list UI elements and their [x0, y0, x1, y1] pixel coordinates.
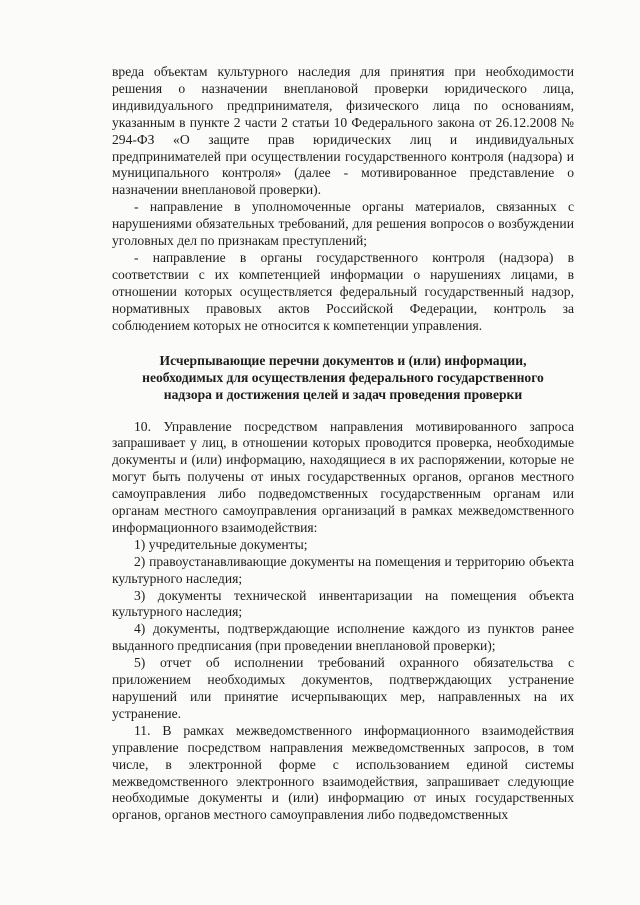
clause-10: 10. Управление посредством направления мотивированного запроса запрашивает у лиц, в отношении которых проводится проверка, необходимые документы и (или) информацию, находящиеся в их распоряжении, которые не могут быть получены от иных государственных органов, органов местного самоуправления либо подведомственных государственным органам или органам местного самоуправления организаций в рамках межведомственного информационного взаимодействия:: [112, 418, 574, 535]
clause-10-item-5: 5) отчет об исполнении требований охранного обязательства с приложением необходимых документов, подтверждающих устранение нарушений или принятие исчерпывающих мер, направленных на их устранение.: [112, 655, 574, 721]
section-heading-line-3: надзора и достижения целей и задач проведения проверки: [163, 386, 523, 402]
clause-10-item-2: 2) правоустанавливающие документы на помещения и территорию объекта культурного наследия;: [112, 553, 574, 586]
intro-paragraph-control-bodies: - направление в органы государственного контроля (надзора) в соответствии с их компетенцией информации о нарушениях лицами, в отношении которых осуществляется федеральный государственный надзор, нормативных правовых актов Российской Федерации, контроль за соблюдением которых не относится к компетенции управления.: [112, 249, 574, 333]
intro-paragraph-continued: вреда объектам культурного наследия для принятия при необходимости решения о назначении внеплановой проверки юридического лица, индивидуального предпринимателя, физического лица по основаниям, указанным в пункте 2 части 2 статьи 10 Федерального закона от 26.12.2008 № 294-ФЗ «О защите прав юридических лиц и индивидуальных предпринимателей при осуществлении государственного контроля (надзора) и муниципального контроля» (далее - мотивированное представление о назначении внеплановой проверки).: [112, 64, 574, 198]
section-heading-line-1: Исчерпывающие перечни документов и (или) информации,: [159, 352, 527, 368]
section-heading-line-2: необходимых для осуществления федерального государственного: [142, 369, 544, 385]
clause-10-item-1: 1) учредительные документы;: [134, 536, 308, 552]
section-heading: [112, 352, 574, 403]
clause-10-item-4: 4) документы, подтверждающие исполнение каждого из пунктов ранее выданного предписания (при проведении внеплановой проверки);: [112, 621, 574, 654]
clause-10-item-3: 3) документы технической инвентаризации на помещения объекта культурного наследия;: [112, 587, 574, 620]
intro-paragraph-criminal-cases: - направление в уполномоченные органы материалов, связанных с нарушениями обязательных требований, для решения вопросов о возбуждении уголовных дел по признакам преступлений;: [112, 199, 574, 249]
clause-11: 11. В рамках межведомственного информационного взаимодействия управление посредством направления межведомственных запросов, в том числе, в электронной форме с использованием единой системы межведомственного электронного взаимодействия, запрашивает следующие необходимые документы и (или) информацию от иных государственных органов, органов местного самоуправления либо подведомственных: [112, 722, 574, 823]
